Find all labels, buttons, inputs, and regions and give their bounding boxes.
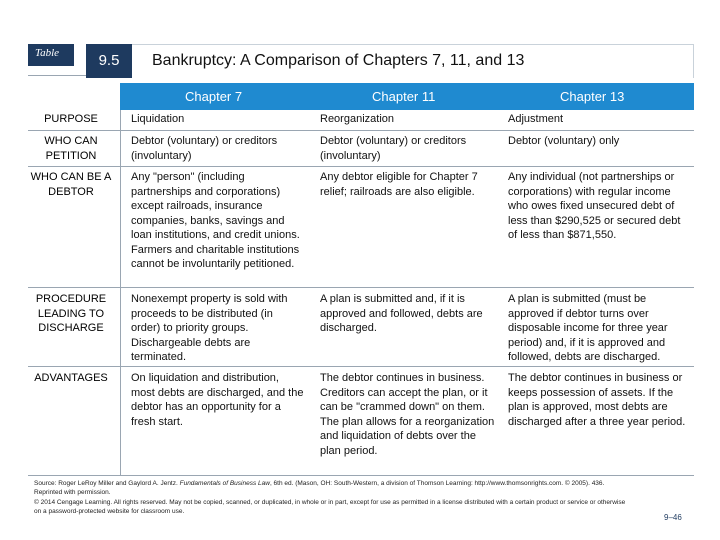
row-label-divider bbox=[120, 110, 121, 475]
cell-advantages-chapter-13: The debtor continues in business or keeps possession of assets. If the plan is approved, most debts are discharged after a three year period. bbox=[508, 372, 686, 428]
row-label-who-can-be-debtor: WHO CAN BE A DEBTOR bbox=[30, 171, 112, 198]
row-label-purpose: PURPOSE bbox=[44, 113, 98, 125]
cell-petition-chapter-7: Debtor (voluntary) or creditors (involuntary) bbox=[131, 135, 278, 162]
cell-debtor-chapter-11: Any debtor eligible for Chapter 7 relief; railroads are also eligible. bbox=[320, 171, 478, 198]
cell-procedure-chapter-13: A plan is submitted (must be approved if debtor turns over disposable income for three year period) and, if it is approved and followed, debts are discharged. bbox=[508, 293, 668, 363]
row-label-who-can-petition: WHO CAN PETITION bbox=[44, 135, 98, 162]
row-divider bbox=[28, 287, 694, 288]
column-header-chapter-7: Chapter 7 bbox=[185, 89, 243, 104]
footer-notes bbox=[34, 479, 634, 516]
source-details: , 6th ed. (Mason, OH: South-Western, a division of Thomson Learning: http://www.thomsonrights.com. © 2005). 436. Reprinted with permission. bbox=[34, 480, 605, 497]
row-divider bbox=[28, 366, 694, 367]
table-bottom-rule bbox=[28, 475, 694, 476]
cell-debtor-chapter-13: Any individual (not partnerships or corporations) with regular income who owes fixed unsecured debt of less than $290,525 or secured debt of less than $871,550. bbox=[508, 171, 681, 241]
cell-purpose-chapter-13: Adjustment bbox=[508, 113, 564, 125]
cell-debtor-chapter-7: Any "person" (including partnerships and corporations) except railroads, insurance companies, banks, savings and loan institutions, and credit unions. Farmers and charitable institutions cannot be involuntarily petitioned. bbox=[131, 171, 300, 270]
column-header-chapter-11: Chapter 11 bbox=[372, 89, 436, 104]
page-title: Bankruptcy: A Comparison of Chapters 7, 11, and 13 bbox=[152, 52, 525, 69]
page-number: 9–46 bbox=[664, 513, 682, 522]
row-divider bbox=[28, 166, 694, 167]
row-label-advantages: ADVANTAGES bbox=[34, 372, 108, 384]
copyright-notice: © 2014 Cengage Learning. All rights reserved. May not be copied, scanned, or duplicated, in whole or in part, except for use as permitted in a license distributed with a certain product or service or otherwise on a password-protected website for classroom use. bbox=[34, 498, 626, 515]
cell-purpose-chapter-7: Liquidation bbox=[131, 113, 185, 125]
table-label-tab: Table bbox=[28, 44, 74, 66]
cell-procedure-chapter-11: A plan is submitted and, if it is approved and followed, debts are discharged. bbox=[320, 293, 483, 334]
source-citation bbox=[34, 479, 634, 498]
cell-advantages-chapter-11: The debtor continues in business. Creditors can accept the plan, or it can be "crammed down" on them. The plan allows for a reorganization and liquidation of debts over the plan period. bbox=[320, 372, 495, 457]
cell-petition-chapter-13: Debtor (voluntary) only bbox=[508, 135, 620, 147]
cell-procedure-chapter-7: Nonexempt property is sold with proceeds to be distributed (in order) to priority groups. Dischargeable debts are terminated. bbox=[131, 293, 288, 363]
table-number-badge: 9.5 bbox=[86, 44, 132, 78]
row-label-procedure: PROCEDURE LEADING TO DISCHARGE bbox=[35, 293, 107, 334]
cell-petition-chapter-11: Debtor (voluntary) or creditors (involuntary) bbox=[320, 135, 467, 162]
source-prefix: Source: Roger LeRoy Miller and Gaylord A. Jentz. bbox=[34, 480, 180, 487]
source-title: Fundamentals of Business Law bbox=[179, 480, 270, 487]
cell-purpose-chapter-11: Reorganization bbox=[320, 113, 394, 125]
row-divider bbox=[28, 130, 694, 131]
cell-advantages-chapter-7: On liquidation and distribution, most debts are discharged, and the debtor has an opportunity for a fresh start. bbox=[131, 372, 304, 428]
column-header-chapter-13: Chapter 13 bbox=[560, 89, 625, 104]
